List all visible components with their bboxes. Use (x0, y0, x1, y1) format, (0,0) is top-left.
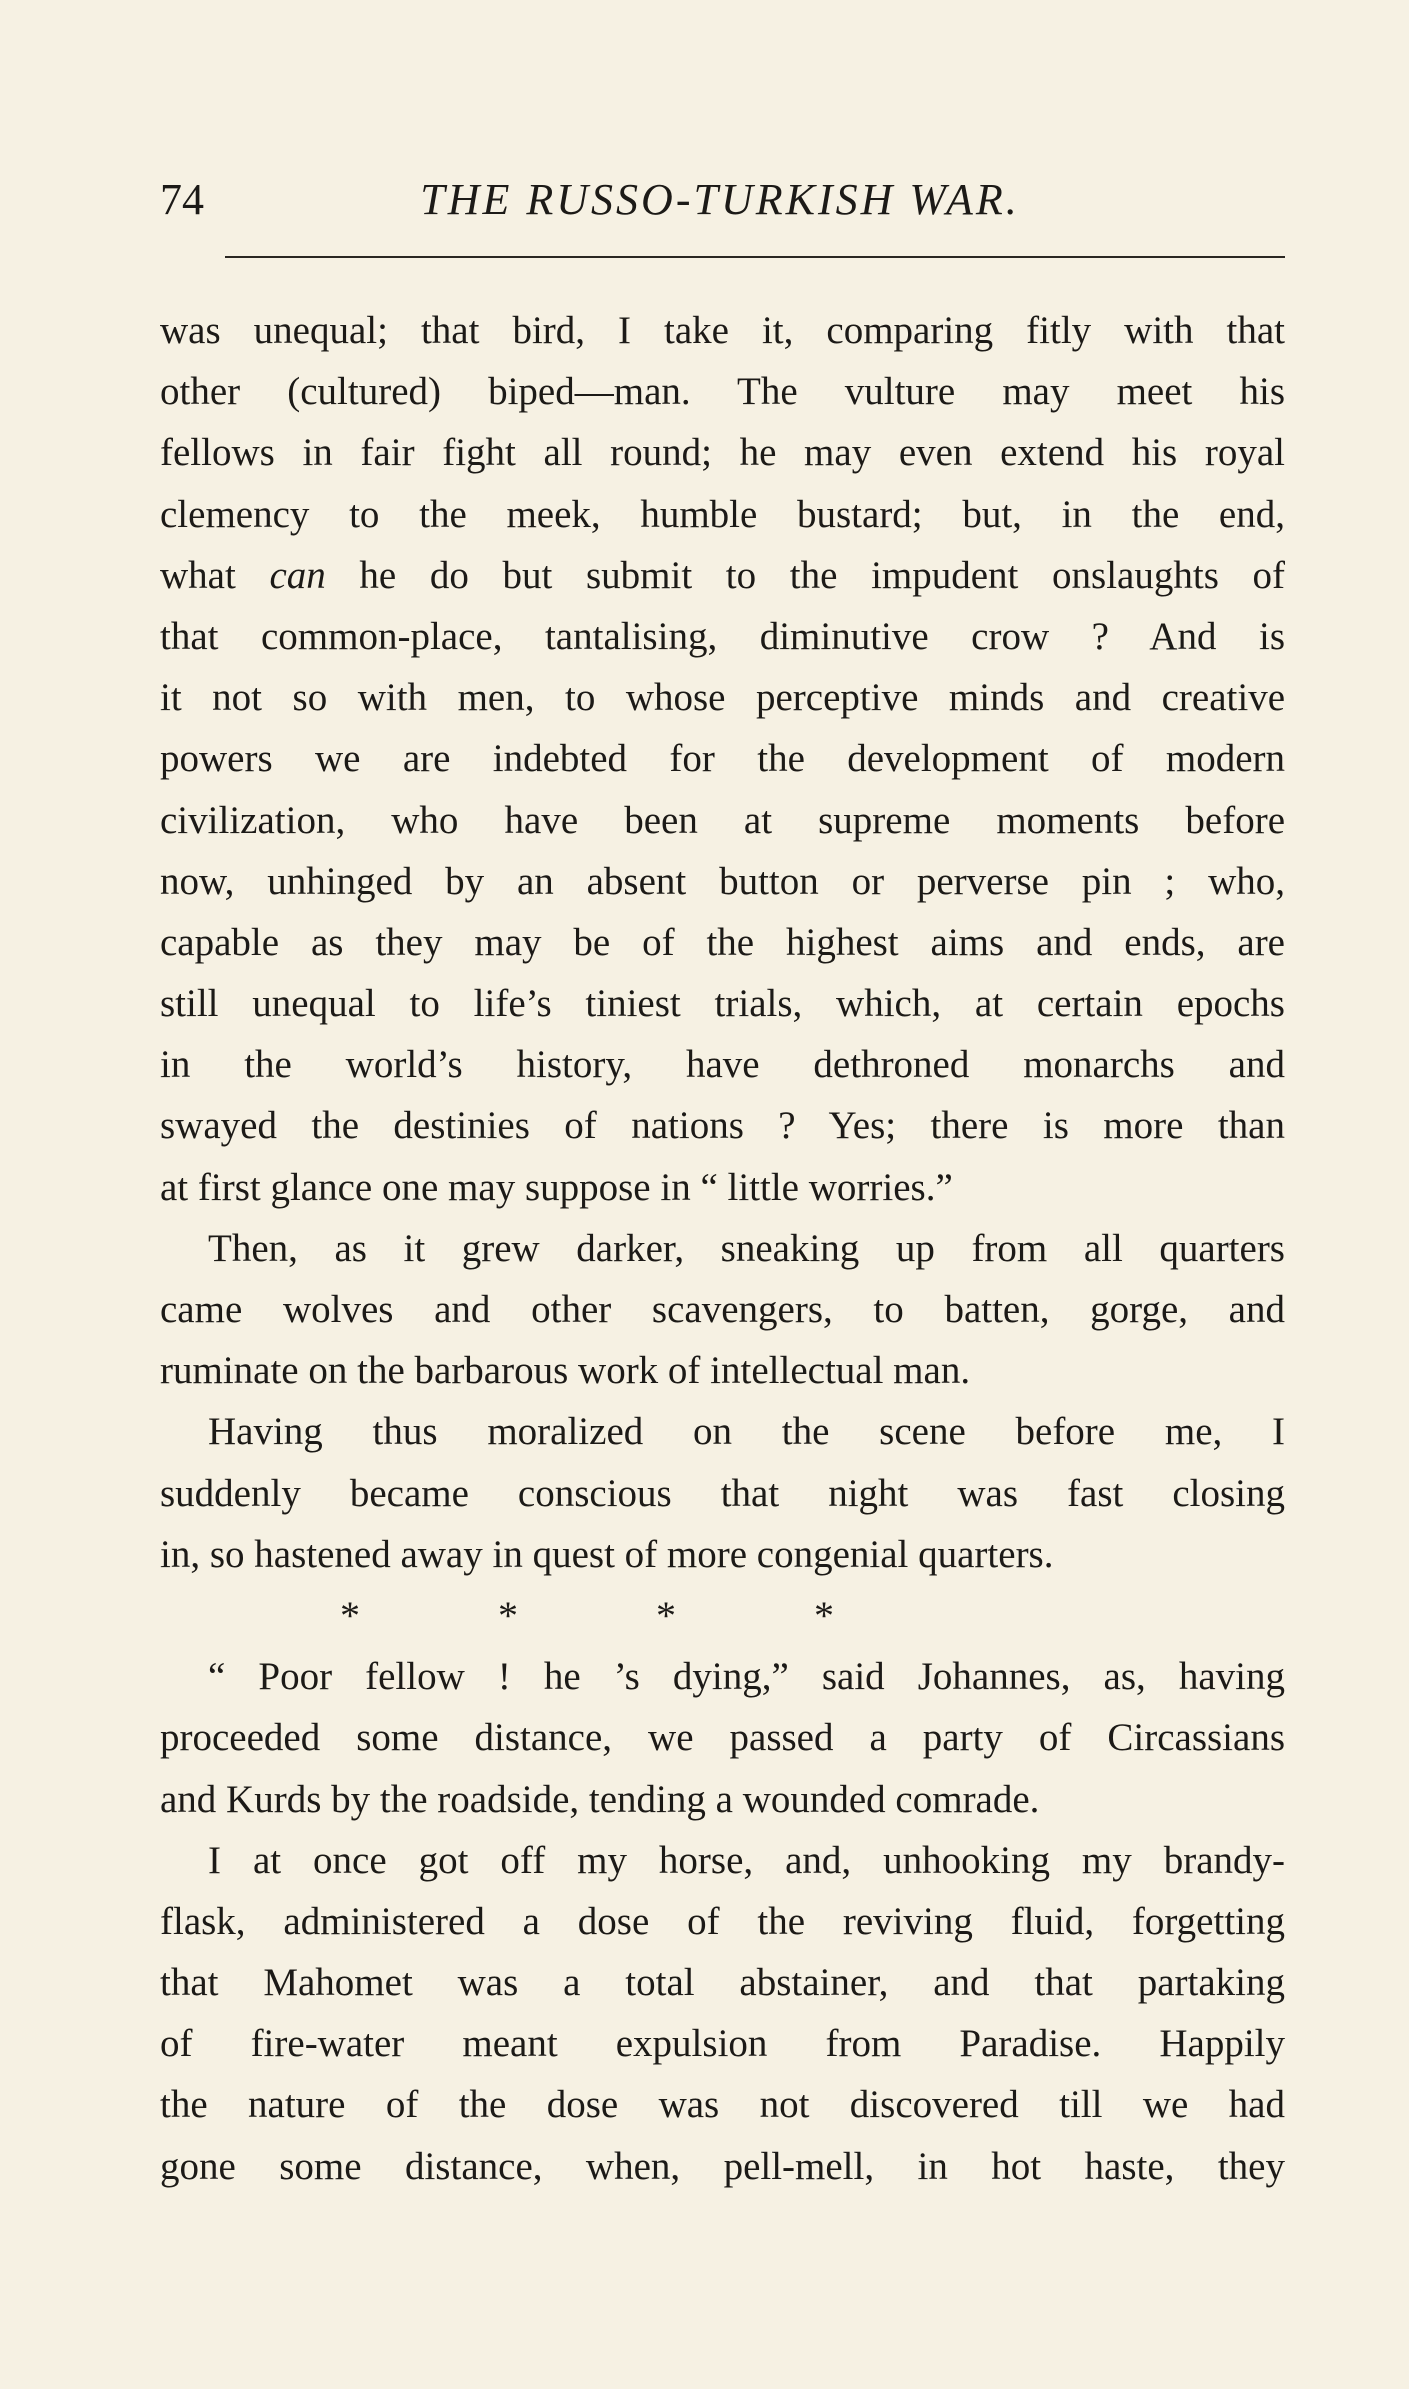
text-line (160, 545, 1285, 606)
asterisk: * (340, 1592, 360, 1638)
page-header (160, 170, 1280, 230)
text-line: other (cultured) biped—man. The vulture may meet his (160, 370, 1285, 414)
header-rule (225, 256, 1285, 258)
text-line: ruminate on the barbarous work of intellectual man. (160, 1349, 971, 1393)
text-line: now, unhinged by an absent button or perverse pin ; who, (160, 859, 1285, 903)
italic-word: can (269, 553, 326, 597)
text-line: Having thus moralized on the scene before me, I (208, 1410, 1285, 1454)
text-line: clemency to the meek, humble bustard; but, in the end, (160, 492, 1285, 536)
text-line: proceeded some distance, we passed a party of Circassians (160, 1716, 1285, 1760)
text-line: Then, as it grew darker, sneaking up from all quarters (208, 1226, 1285, 1270)
text-line: “ Poor fellow ! he ’s dying,” said Johannes, as, having (208, 1655, 1285, 1699)
text-line: fellows in fair fight all round; he may even extend his royal (160, 431, 1285, 475)
text-line: that common-place, tantalising, diminutive crow ? And is (160, 614, 1285, 658)
text-line: that Mahomet was a total abstainer, and that partaking (160, 1961, 1285, 2005)
text-segment: what (160, 553, 270, 597)
running-title: THE RUSSO-TURKISH WAR. (420, 175, 1020, 224)
text-line: of fire-water meant expulsion from Paradise. Happily (160, 2022, 1285, 2066)
asterisk: * (498, 1592, 518, 1638)
text-line: and Kurds by the roadside, tending a wounded comrade. (160, 1777, 1040, 1821)
text-line: it not so with men, to whose perceptive minds and creative (160, 676, 1285, 720)
text-line: at first glance one may suppose in “ little worries.” (160, 1165, 953, 1209)
text-segment: he do but submit to the impudent onslaughts of (325, 553, 1285, 597)
text-line: civilization, who have been at supreme moments before (160, 798, 1285, 842)
text-line: in the world’s history, have dethroned monarchs and (160, 1043, 1285, 1087)
asterisk: * (656, 1592, 676, 1638)
text-line: the nature of the dose was not discovered till we had (160, 2083, 1285, 2127)
text-line: flask, administered a dose of the reviving fluid, forgetting (160, 1899, 1285, 1943)
text-line: suddenly became conscious that night was fast closing (160, 1471, 1285, 1515)
section-break (160, 1585, 1285, 1646)
text-line: came wolves and other scavengers, to batten, gorge, and (160, 1288, 1285, 1331)
text-line: I at once got off my horse, and, unhooking my brandy- (208, 1838, 1285, 1882)
text-line: still unequal to life’s tiniest trials, which, at certain epochs (160, 982, 1285, 1026)
text-line: powers we are indebted for the development of modern (160, 737, 1285, 781)
text-line: in, so hastened away in quest of more congenial quarters. (160, 1532, 1054, 1576)
text-line: gone some distance, when, pell-mell, in hot haste, they (160, 2144, 1285, 2188)
text-line: swayed the destinies of nations ? Yes; there is more than (160, 1104, 1285, 1148)
body-text (160, 300, 1285, 2197)
text-line: was unequal; that bird, I take it, comparing fitly with that (160, 309, 1285, 352)
text-line: capable as they may be of the highest aims and ends, are (160, 920, 1285, 964)
page-number: 74 (160, 175, 204, 224)
asterisk: * (814, 1592, 834, 1638)
